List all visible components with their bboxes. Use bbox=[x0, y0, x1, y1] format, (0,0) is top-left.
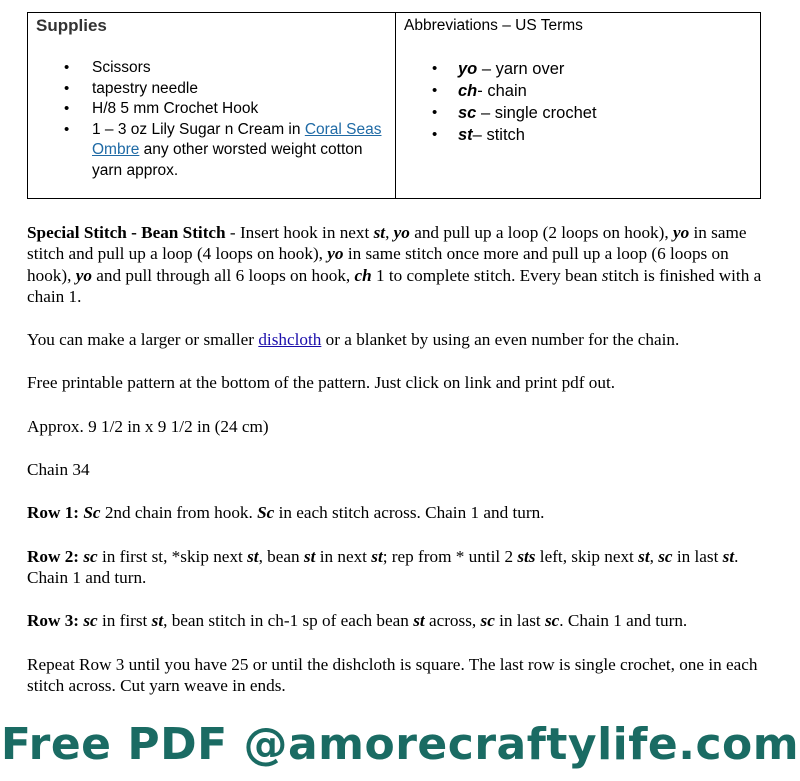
dishcloth-link[interactable]: dishcloth bbox=[258, 330, 322, 350]
list-item bbox=[404, 102, 760, 124]
abbr-sc: sc bbox=[83, 546, 98, 566]
abbr-st: st bbox=[151, 611, 164, 631]
text: , bean bbox=[258, 546, 304, 566]
abbr-sc: sc bbox=[544, 611, 560, 631]
text-italic: s bbox=[601, 265, 609, 285]
abbr-meaning: single crochet bbox=[494, 104, 597, 122]
abbr-sep: – bbox=[476, 104, 495, 122]
abbr-sc: Sc bbox=[83, 503, 101, 523]
text: in first bbox=[97, 611, 152, 631]
text: left, skip next bbox=[535, 546, 639, 566]
dimensions: Approx. 9 1/2 in x 9 1/2 in (24 cm) bbox=[27, 416, 269, 436]
abbr-yo: yo bbox=[75, 265, 92, 285]
abbr-yo: yo bbox=[393, 223, 410, 242]
abbr-st: st bbox=[247, 546, 259, 566]
abbreviations-list bbox=[404, 58, 760, 146]
repeat-note: Repeat Row 3 until you have 25 or until the dishcloth is square. The last row is single crochet, one in each stitch across. Cut yarn weave in ends. bbox=[27, 654, 758, 695]
text: in same stitch and pull up a loop (4 loops on hook), bbox=[27, 223, 747, 264]
text: across, bbox=[424, 611, 481, 631]
text: in same stitch once more and pull up a loop (6 loops on hook), bbox=[27, 244, 729, 285]
yarn-link[interactable]: Coral Seas Ombre bbox=[92, 120, 382, 158]
supplies-list bbox=[36, 58, 395, 181]
abbr-ch: ch bbox=[354, 265, 372, 285]
special-stitch-label: Special Stitch - Bean Stitch bbox=[27, 223, 226, 242]
yarn-prefix: 1 – 3 oz Lily Sugar n Cream in bbox=[92, 120, 305, 138]
row-label: Row 2: bbox=[27, 546, 80, 566]
abbr-sep: - bbox=[477, 82, 488, 100]
abbr-yo: yo bbox=[327, 244, 344, 264]
special-stitch-paragraph bbox=[27, 222, 767, 307]
row-2 bbox=[27, 546, 767, 589]
abbr-sc: sc bbox=[658, 546, 673, 566]
text: 1 to complete stitch. Every bean bbox=[371, 265, 602, 285]
abbr-st: st bbox=[371, 546, 383, 566]
printable-note: Free printable pattern at the bottom of the pattern. Just click on link and print pdf out. bbox=[27, 373, 616, 393]
abbreviations-column bbox=[396, 13, 760, 198]
row-3 bbox=[27, 610, 767, 631]
text: in each stitch across. Chain 1 and turn. bbox=[274, 503, 545, 523]
list-item bbox=[404, 124, 760, 146]
row-1 bbox=[27, 502, 767, 523]
list-item bbox=[404, 80, 760, 102]
text: in next bbox=[315, 546, 372, 566]
row-label: Row 1: bbox=[27, 503, 80, 523]
text: in last bbox=[672, 546, 723, 566]
list-item-yarn bbox=[36, 120, 395, 182]
abbr-st: st bbox=[722, 546, 735, 566]
abbr-st: st bbox=[303, 546, 316, 566]
abbr-yo: yo bbox=[672, 223, 690, 242]
text: ; rep from * until 2 bbox=[382, 546, 518, 566]
abbr-st: st bbox=[638, 546, 650, 566]
abbr-st: st bbox=[413, 611, 425, 631]
size-note-paragraph bbox=[27, 329, 767, 350]
abbr-meaning: stitch bbox=[486, 126, 525, 144]
row-label: Row 3: bbox=[27, 611, 80, 631]
text: , bbox=[385, 223, 394, 242]
abbr-term: yo bbox=[458, 60, 478, 78]
abbr-sc: Sc bbox=[257, 503, 275, 523]
text: in first st, *skip next bbox=[97, 546, 248, 566]
abbr-sc: sc bbox=[83, 611, 98, 631]
abbr-term: st bbox=[458, 126, 473, 144]
text: You can make a larger or smaller bbox=[27, 330, 259, 350]
abbr-st: st bbox=[373, 223, 386, 242]
text: or a blanket by using an even number for the chain. bbox=[321, 330, 680, 350]
abbreviations-title: Abbreviations – US Terms bbox=[404, 17, 583, 34]
abbr-meaning: chain bbox=[487, 82, 527, 100]
text: in last bbox=[494, 611, 545, 631]
text: . Chain 1 and turn. bbox=[559, 611, 688, 631]
abbr-sts: sts bbox=[517, 546, 536, 566]
text: titch is finished with a chain 1. bbox=[27, 265, 762, 306]
text: , bbox=[649, 546, 659, 566]
text: - Insert hook in next bbox=[225, 223, 374, 242]
yarn-suffix: any other worsted weight cotton yarn approx. bbox=[92, 141, 363, 179]
banner-text[interactable]: Free PDF @amorecraftylife.com bbox=[0, 718, 800, 770]
abbr-term: sc bbox=[458, 104, 477, 122]
abbr-meaning: yarn over bbox=[495, 60, 565, 78]
footer-banner bbox=[0, 707, 800, 781]
text: and pull up a loop (2 loops on hook), bbox=[409, 223, 673, 242]
pattern-body bbox=[27, 222, 767, 718]
supplies-table bbox=[27, 12, 761, 199]
text: 2nd chain from hook. bbox=[100, 503, 258, 523]
list-item: • Scissors bbox=[36, 58, 395, 79]
abbr-term: ch bbox=[458, 82, 478, 100]
chain-count: Chain 34 bbox=[27, 460, 90, 480]
text: and pull through all 6 loops on hook, bbox=[91, 265, 355, 285]
abbr-sep: – bbox=[477, 60, 496, 78]
text: , bean stitch in ch-1 sp of each bean bbox=[163, 611, 414, 631]
list-item: • tapestry needle bbox=[36, 79, 395, 100]
abbr-sc: sc bbox=[480, 611, 495, 631]
list-item: • H/8 5 mm Crochet Hook bbox=[36, 99, 395, 120]
supplies-column bbox=[28, 13, 396, 198]
list-item bbox=[404, 58, 760, 80]
text: . Chain 1 and turn. bbox=[27, 546, 739, 587]
supplies-title: Supplies bbox=[36, 16, 107, 35]
abbr-sep: – bbox=[472, 126, 487, 144]
